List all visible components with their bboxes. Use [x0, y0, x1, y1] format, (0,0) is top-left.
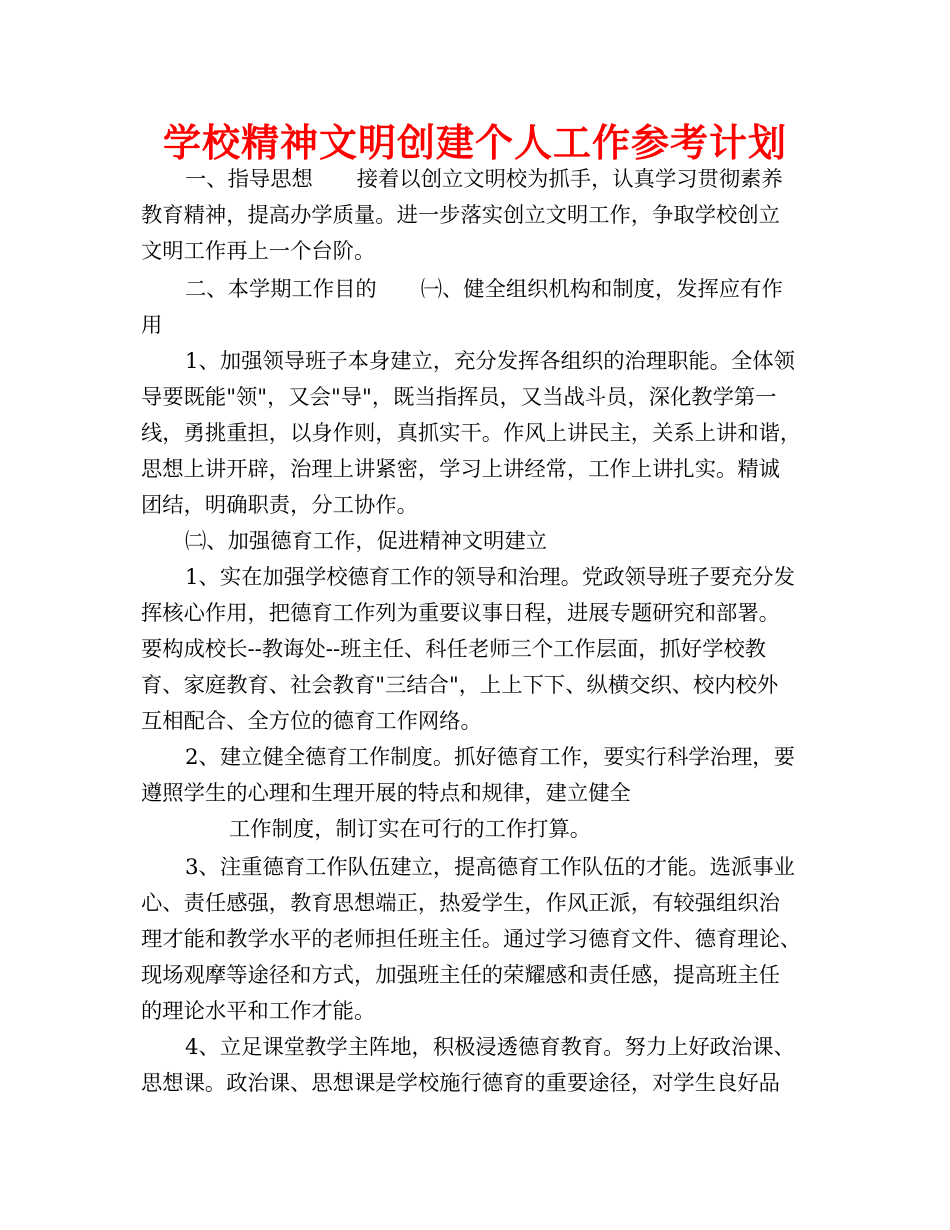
paragraph-text: ㈠、健全组织机构和制度，发挥应有作 [420, 277, 783, 302]
paragraph-line: 用 [141, 313, 163, 338]
paragraph-line: 1、实在加强学校德育工作的领导和治理。党政领导班子要充分发 [185, 565, 795, 590]
paragraph-line: 挥核心作用，把德育工作列为重要议事日程，进展专题研究和部署。 [141, 601, 780, 626]
paragraph-line: 思想课。政治课、思想课是学校施行德育的重要途径，对学生良好品 [141, 1071, 780, 1096]
paragraph-line: 2、建立健全德育工作制度。抓好德育工作，要实行科学治理，要 [185, 745, 795, 770]
paragraph-line: 团结，明确职责，分工协作。 [141, 493, 418, 518]
paragraph-line: 育、家庭教育、社会教育"三结合"，上上下下、纵横交织、校内校外 [141, 673, 779, 698]
paragraph-line: 4、立足课堂教学主阵地，积极浸透德育教育。努力上好政治课、 [185, 1035, 795, 1060]
paragraph-line: 互相配合、全方位的德育工作网络。 [141, 709, 482, 734]
paragraph-line: 文明工作再上一个台阶。 [141, 239, 376, 264]
paragraph-line: 教育精神，提高办学质量。进一步落实创立文明工作，争取学校创立 [141, 203, 780, 228]
paragraph-text: 接着以创立文明校为抓手，认真学习贯彻素养 [356, 167, 783, 192]
paragraph-line: 要构成校长--教诲处--班主任、科任老师三个工作层面，抓好学校教 [141, 637, 767, 662]
paragraph-line: 思想上讲开辟，治理上讲紧密，学习上讲经常，工作上讲扎实。精诚 [141, 457, 780, 482]
paragraph-line [185, 165, 783, 195]
paragraph-line: 1、加强领导班子本身建立，充分发挥各组织的治理职能。全体领 [185, 349, 795, 374]
paragraph-line [185, 275, 783, 305]
document-title: 学校精神文明创建个人工作参考计划 [162, 121, 787, 165]
paragraph-line: ㈡、加强德育工作，促进精神文明建立 [185, 529, 548, 554]
paragraph-line: 线，勇挑重担，以身作则，真抓实干。作风上讲民主，关系上讲和谐， [141, 421, 802, 446]
paragraph-line: 工作制度，制订实在可行的工作打算。 [229, 817, 592, 842]
paragraph-line: 现场观摩等途径和方式，加强班主任的荣耀感和责任感，提高班主任 [141, 963, 780, 988]
section-heading: 二、本学期工作目的 [185, 277, 377, 302]
section-heading: 一、指导思想 [185, 167, 313, 192]
paragraph-line: 遵照学生的心理和生理开展的特点和规律，建立健全 [141, 781, 631, 806]
paragraph-line: 的理论水平和工作才能。 [141, 999, 376, 1024]
paragraph-line: 导要既能"领"，又会"导"，既当指挥员，又当战斗员，深化教学第一 [141, 385, 777, 410]
paragraph-line: 心、责任感强，教育思想端正，热爱学生，作风正派，有较强组织治 [141, 891, 780, 916]
paragraph-line: 理才能和教学水平的老师担任班主任。通过学习德育文件、德育理论、 [141, 927, 802, 952]
paragraph-line: 3、注重德育工作队伍建立，提高德育工作队伍的才能。选派事业 [185, 855, 795, 880]
